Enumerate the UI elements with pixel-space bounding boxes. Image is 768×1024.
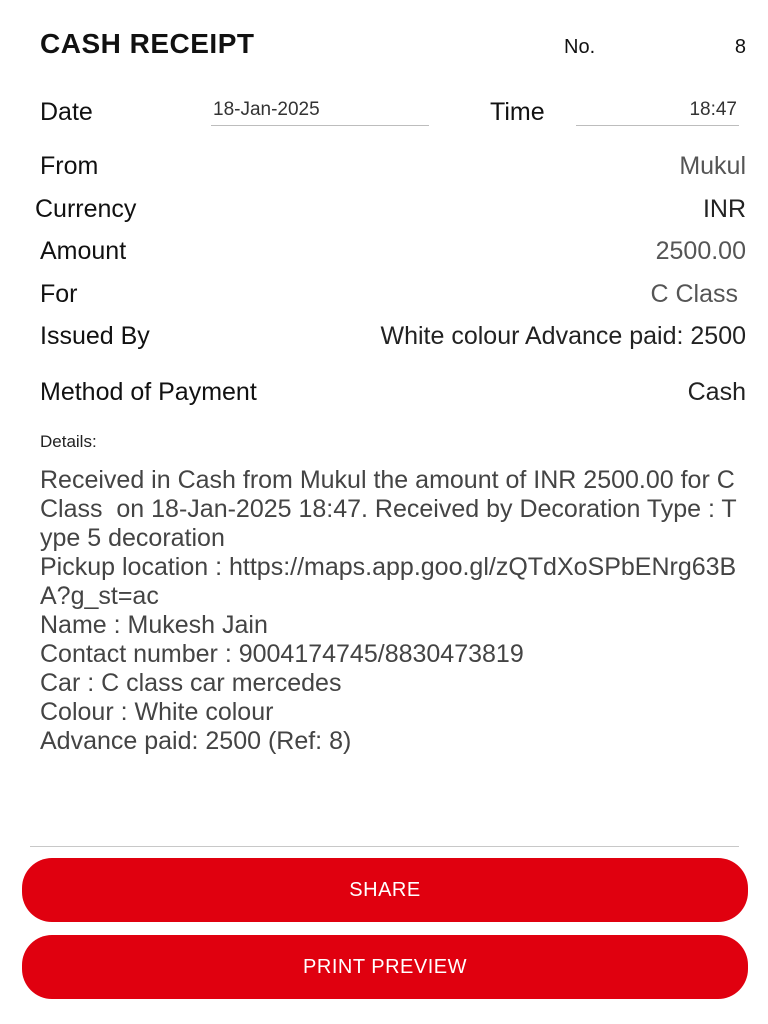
currency-label: Currency [35,195,137,223]
payment-method-value[interactable]: Cash [687,378,746,406]
receipt-number-label: No. [564,36,596,58]
time-value: 18:47 [689,99,737,120]
amount-label: Amount [40,237,127,265]
details-textarea[interactable]: Received in Cash from Mukul the amount of INR 2500.00 for C Class on 18-Jan-2025 18:47. Received by Decoration Type : Type 5 decoration Pickup location : https://maps.app.goo.gl/zQTdXoSPbENrg63BA?g_st=ac Name : Mukesh Jain Contact number : 9004174745/8830473819 Car : C class car mercedes Colour : White colour Advance paid: 2500 (Ref: 8) [40,466,737,755]
payment-method-label: Method of Payment [40,378,257,406]
from-value[interactable]: Mukul [679,152,746,180]
currency-value[interactable]: INR [702,195,746,223]
issued-by-field[interactable] [230,320,750,356]
print-preview-button[interactable]: PRINT PREVIEW [22,935,748,999]
details-label: Details: [40,432,97,451]
time-label: Time [490,98,545,126]
issued-by-value: White colour Advance paid: 2500 [380,322,746,350]
for-value[interactable]: C Class [650,280,738,308]
amount-value[interactable]: 2500.00 [655,237,746,265]
receipt-title: CASH RECEIPT [40,28,255,59]
date-value: 18-Jan-2025 [213,99,320,120]
details-divider [30,846,739,847]
for-label: For [40,280,78,308]
issued-by-label: Issued By [40,322,150,350]
date-field[interactable] [211,97,429,126]
from-label: From [40,152,99,180]
date-label: Date [40,98,93,126]
time-field[interactable] [576,97,739,126]
receipt-number-value: 8 [734,36,746,58]
share-button[interactable]: SHARE [22,858,748,922]
